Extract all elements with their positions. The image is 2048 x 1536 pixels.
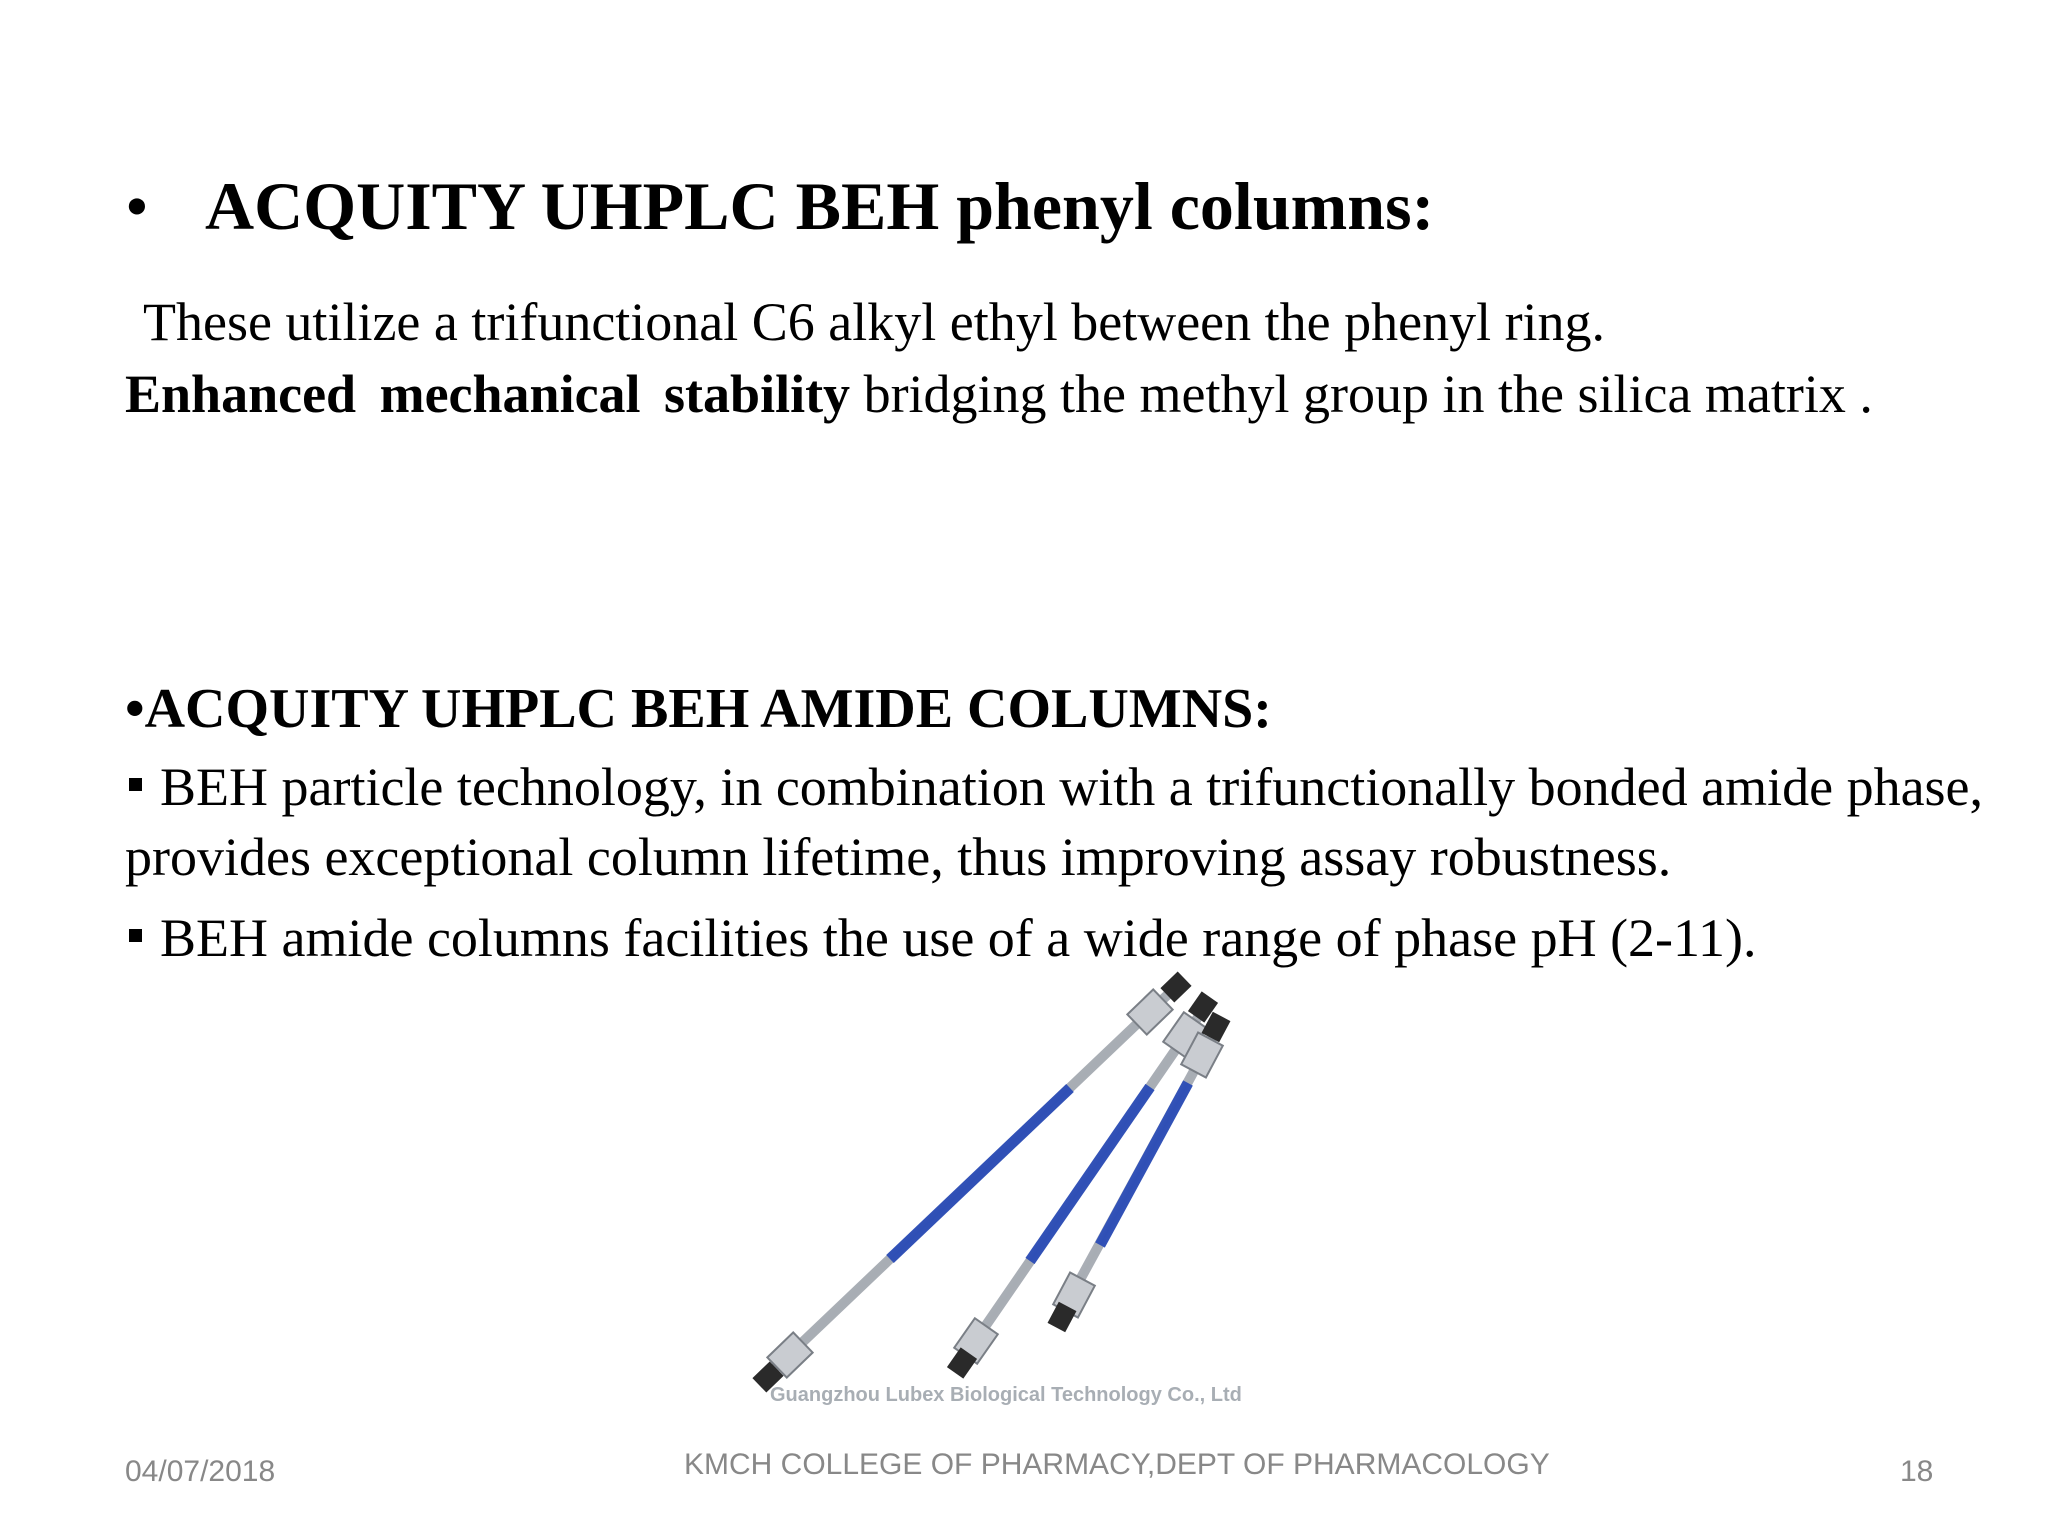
phenyl-line2 xyxy=(125,358,1985,430)
heading-amide-columns: •ACQUITY UHPLC BEH AMIDE COLUMNS: xyxy=(125,678,1272,740)
page-number: 18 xyxy=(1900,1455,1934,1488)
square-bullet-icon xyxy=(129,778,142,791)
bullet: • xyxy=(125,168,149,244)
amide-item-1-text: BEH particle technology, in combination with a trifunctionally bonded amide phase, provides exceptional column lifetime, thus improving assay robustness. xyxy=(125,757,1984,887)
heading-phenyl-columns xyxy=(125,168,1435,244)
phenyl-line1: These utilize a trifunctional C6 alkyl ethyl between the phenyl ring. xyxy=(143,292,1606,352)
footer-institution: KMCH COLLEGE OF PHARMACY,DEPT OF PHARMACOLOGY xyxy=(684,1448,1550,1481)
heading-text: ACQUITY UHPLC BEH phenyl columns: xyxy=(205,168,1435,244)
amide-item-2-text: BEH amide columns facilities the use of a wide range of phase pH (2-11). xyxy=(160,908,1757,968)
image-watermark: Guangzhou Lubex Biological Technology Co., Ltd xyxy=(770,1384,1242,1406)
amide-item-1 xyxy=(125,752,1995,892)
square-bullet-icon xyxy=(129,929,142,942)
hplc-column-3 xyxy=(1048,1012,1231,1333)
phenyl-rest-text: bridging the methyl group in the silica matrix . xyxy=(850,364,1873,424)
footer-date: 04/07/2018 xyxy=(125,1455,276,1488)
phenyl-description xyxy=(125,286,1985,430)
hplc-column-2 xyxy=(947,991,1218,1378)
phenyl-bold-text: Enhanced mechanical stability xyxy=(125,364,851,424)
hplc-columns-image xyxy=(740,955,1300,1435)
